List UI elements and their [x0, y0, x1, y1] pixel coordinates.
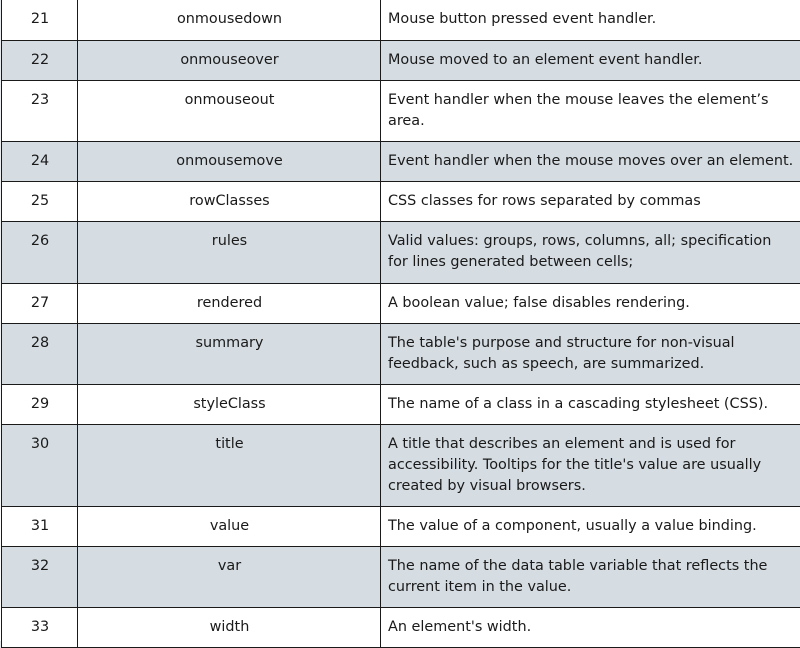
row-number: 31: [2, 506, 78, 546]
table-row: [2, 283, 800, 323]
attribute-description: Mouse button pressed event handler.: [381, 0, 800, 40]
table-row: [2, 40, 800, 80]
attribute-name: onmouseover: [78, 40, 381, 80]
table-row: [2, 323, 800, 384]
attribute-name: summary: [78, 323, 381, 384]
row-number: 29: [2, 384, 78, 424]
table-row: [2, 80, 800, 141]
attribute-description: The name of the data table variable that reflects the current item in the value.: [381, 546, 800, 607]
table-row: [2, 424, 800, 506]
row-number: 32: [2, 546, 78, 607]
attribute-name: onmousemove: [78, 141, 381, 181]
attribute-description: Valid values: groups, rows, columns, all; specification for lines generated between cells;: [381, 221, 800, 283]
attribute-description: The table's purpose and structure for non-visual feedback, such as speech, are summarized.: [381, 323, 800, 384]
attribute-name: onmousedown: [78, 0, 381, 40]
row-number: 33: [2, 607, 78, 647]
row-number: 22: [2, 40, 78, 80]
table-row: [2, 384, 800, 424]
attribute-name: onmouseout: [78, 80, 381, 141]
attribute-description: The value of a component, usually a value binding.: [381, 506, 800, 546]
row-number: 21: [2, 0, 78, 40]
row-number: 30: [2, 424, 78, 506]
attribute-name: rowClasses: [78, 181, 381, 221]
table-row: [2, 221, 800, 283]
attribute-name: width: [78, 607, 381, 647]
attribute-name: title: [78, 424, 381, 506]
attribute-description: The name of a class in a cascading stylesheet (CSS).: [381, 384, 800, 424]
attribute-name: rendered: [78, 283, 381, 323]
row-number: 24: [2, 141, 78, 181]
attribute-description: Mouse moved to an element event handler.: [381, 40, 800, 80]
row-number: 28: [2, 323, 78, 384]
table-row: [2, 546, 800, 607]
table-row: [2, 506, 800, 546]
attribute-name: value: [78, 506, 381, 546]
row-number: 25: [2, 181, 78, 221]
attribute-description: Event handler when the mouse moves over an element.: [381, 141, 800, 181]
attribute-description: A title that describes an element and is used for accessibility. Tooltips for the title's value are usually created by visual browsers.: [381, 424, 800, 506]
attribute-description: A boolean value; false disables rendering.: [381, 283, 800, 323]
table-row: [2, 141, 800, 181]
row-number: 26: [2, 221, 78, 283]
row-number: 23: [2, 80, 78, 141]
attribute-table: [1, 0, 800, 648]
attribute-description: CSS classes for rows separated by commas: [381, 181, 800, 221]
attribute-name: var: [78, 546, 381, 607]
attribute-description: Event handler when the mouse leaves the element’s area.: [381, 80, 800, 141]
row-number: 27: [2, 283, 78, 323]
attribute-name: styleClass: [78, 384, 381, 424]
attribute-description: An element's width.: [381, 607, 800, 647]
table-row: [2, 607, 800, 647]
attribute-name: rules: [78, 221, 381, 283]
table-row: [2, 0, 800, 40]
table-row: [2, 181, 800, 221]
